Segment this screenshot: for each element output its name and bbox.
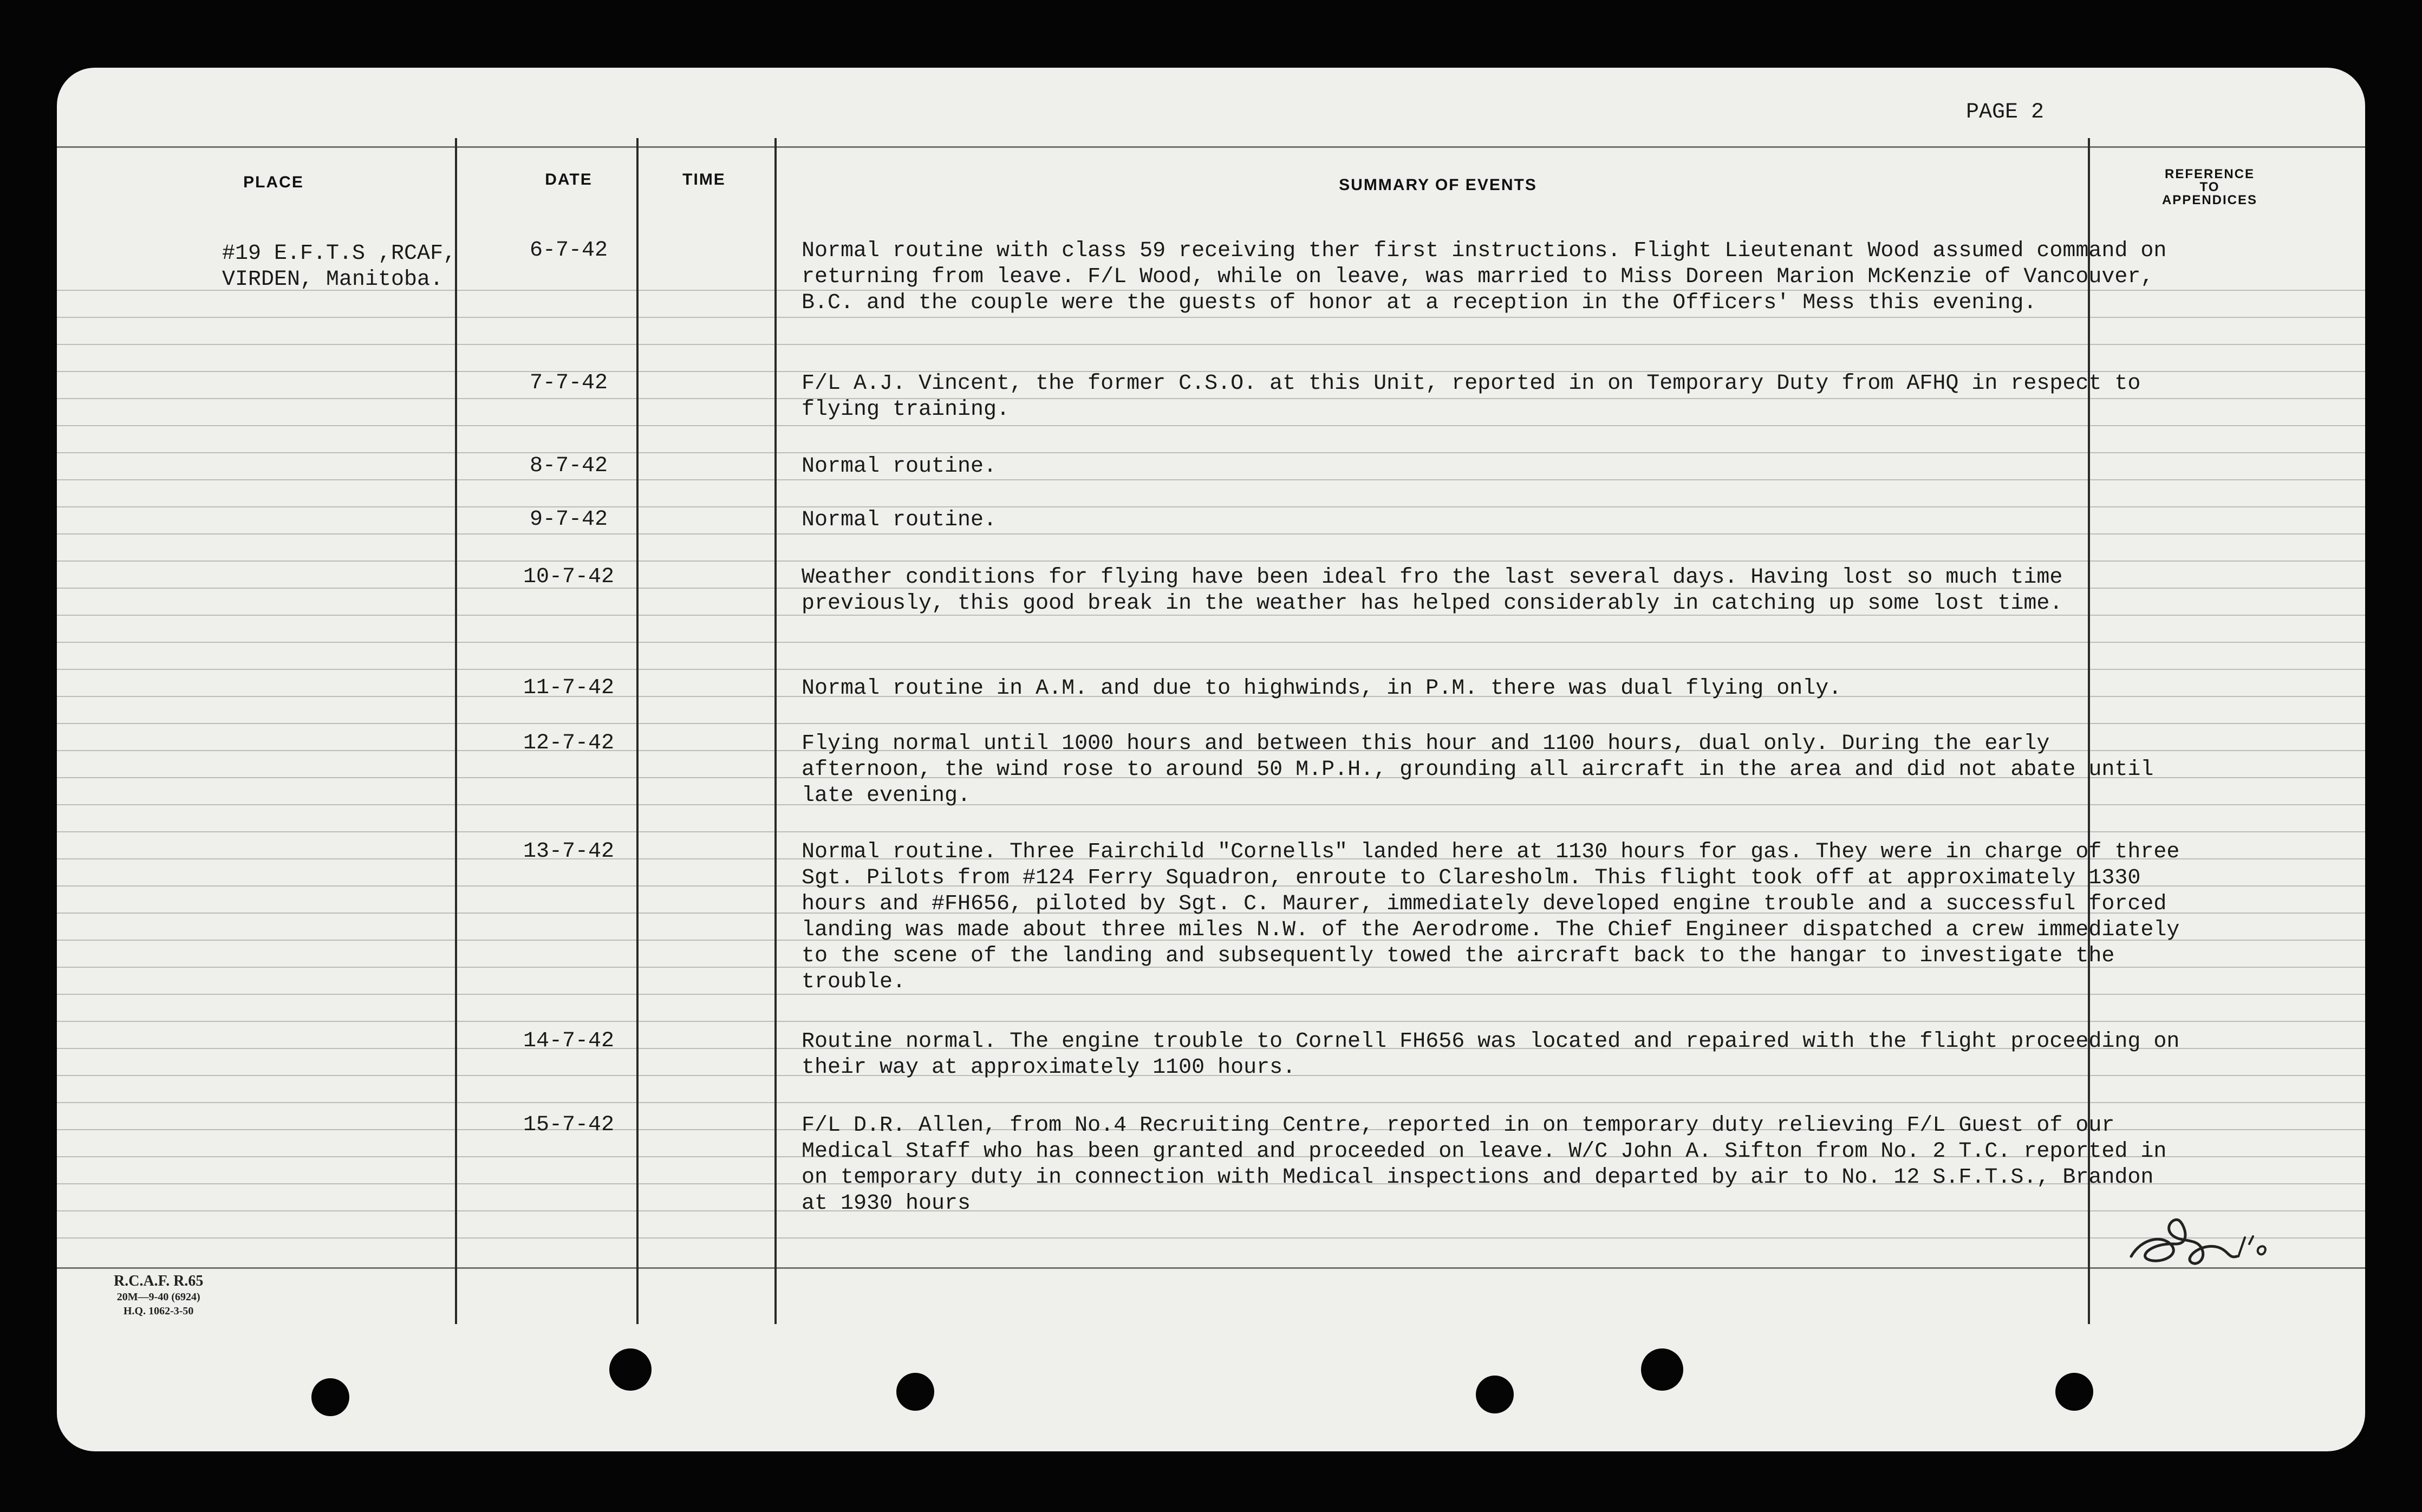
header-date: DATE bbox=[545, 171, 593, 188]
entry-text: Flying normal until 1000 hours and between this hour and 1100 hours, dual only. During the early afternoon, the wind rose to around 50 M.P.H., grounding all aircraft in the area and did not abate until late evening. bbox=[802, 732, 2154, 808]
entry-date: 10-7-42 bbox=[523, 565, 615, 589]
header-place: PLACE bbox=[243, 173, 304, 191]
entry-text: F/L A.J. Vincent, the former C.S.O. at this Unit, reported in on Temporary Duty from AFHQ in respect to flying training. bbox=[802, 372, 2141, 422]
header-top-rule bbox=[57, 146, 2365, 148]
punch-hole bbox=[1641, 1348, 1683, 1391]
place-date-divider bbox=[455, 138, 457, 1324]
entry-text: Routine normal. The engine trouble to Cornell FH656 was located and repaired with the flight proceeding on their way at approximately 1100 hours. bbox=[802, 1029, 2180, 1080]
entry-date: 7-7-42 bbox=[529, 371, 608, 395]
entry-text: Normal routine. bbox=[802, 508, 997, 532]
page-number: PAGE 2 bbox=[1966, 100, 2045, 125]
entry-date: 14-7-42 bbox=[523, 1029, 615, 1053]
entry-date: 13-7-42 bbox=[523, 839, 615, 864]
punch-hole bbox=[311, 1378, 349, 1416]
footer-rule bbox=[57, 1267, 2365, 1269]
header-reference: REFERENCE TO APPENDICES bbox=[2161, 167, 2258, 207]
date-time-divider bbox=[636, 138, 639, 1324]
form-number: R.C.A.F. R.65 bbox=[114, 1273, 204, 1289]
place-cell: #19 E.F.T.S ,RCAF, VIRDEN, Manitoba. bbox=[222, 242, 457, 292]
entry-text: F/L D.R. Allen, from No.4 Recruiting Centre, reported in on temporary duty relieving F/L Guest of our Medical Staff who has been granted and proceeded on leave. W/C John A. Sifton from No. 2 T.C. reported in on temporary duty in connection with Medical inspections and departed by air to No. 12 S.F.T.S., Brandon at 1930 hours bbox=[802, 1113, 2167, 1216]
entry-date: 9-7-42 bbox=[529, 507, 608, 532]
form-print-code: 20M—9-40 (6924) bbox=[116, 1291, 200, 1303]
punch-hole bbox=[1476, 1376, 1514, 1413]
signature-initials bbox=[2120, 1205, 2283, 1275]
punch-hole bbox=[609, 1348, 652, 1391]
entry-text: Normal routine in A.M. and due to highwinds, in P.M. there was dual flying only. bbox=[802, 676, 1842, 701]
form-identifier bbox=[114, 1273, 203, 1318]
punch-hole bbox=[2055, 1373, 2093, 1411]
entry-date: 8-7-42 bbox=[529, 454, 608, 478]
entry-text: Normal routine with class 59 receiving ther first instructions. Flight Lieutenant Wood assumed command on returning from leave. F/L Wood, while on leave, was married to Miss Doreen Marion McKenzie of Vancouver, B.C. and the couple were the guests of honor at a reception in the Officers' Mess this evening. bbox=[802, 239, 2167, 315]
document-page bbox=[57, 68, 2365, 1451]
time-summary-divider bbox=[774, 138, 777, 1324]
entry-text: Normal routine. bbox=[802, 454, 997, 479]
punch-hole bbox=[896, 1373, 934, 1411]
header-summary: SUMMARY OF EVENTS bbox=[1339, 176, 1537, 194]
header-time: TIME bbox=[682, 171, 726, 188]
entry-date: 11-7-42 bbox=[523, 676, 615, 700]
entry-date: 6-7-42 bbox=[529, 238, 608, 263]
entry-text: Normal routine. Three Fairchild "Cornells" landed here at 1130 hours for gas. They were in charge of three Sgt. Pilots from #124 Ferry Squadron, enroute to Claresholm. This flight took off at approximately 1330 hours and #FH656, piloted by Sgt. C. Maurer, immediately developed engine trouble and a successful forced landing was made about three miles N.W. of the Aerodrome. The Chief Engineer dispatched a crew immediately to the scene of the landing and subsequently towed the aircraft back to the hangar to investigate the trouble. bbox=[802, 840, 2180, 994]
entry-text: Weather conditions for flying have been ideal fro the last several days. Having lost so much time previously, this good break in the weather has helped considerably in catching up some lost time. bbox=[802, 565, 2063, 616]
entry-date: 12-7-42 bbox=[523, 731, 615, 755]
form-hq-code: H.Q. 1062-3-50 bbox=[123, 1305, 194, 1317]
entry-date: 15-7-42 bbox=[523, 1113, 615, 1137]
